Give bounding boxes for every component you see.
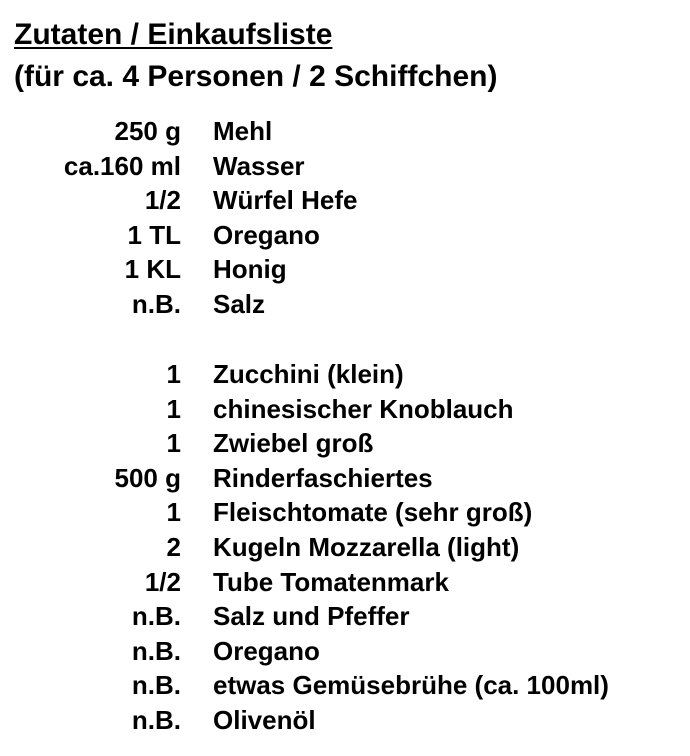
ingredient-row [0,183,690,218]
ingredient-name: Wasser [213,150,305,181]
ingredient-quantity: ca.160 ml [63,150,181,181]
ingredient-name: etwas Gemüsebrühe (ca. 100ml) [213,670,609,701]
ingredient-row [0,114,690,149]
ingredient-quantity: 500 g [114,462,181,493]
ingredient-row [0,392,690,427]
dough-ingredient-list [0,114,690,322]
ingredient-name: Zwiebel groß [213,428,374,459]
ingredient-row [0,599,690,634]
ingredient-name: Zucchini (klein) [213,359,404,389]
ingredient-name: Rinderfaschiertes [213,462,433,493]
ingredient-quantity: 1/2 [144,566,181,597]
ingredient-row [0,426,690,461]
filling-ingredient-list [0,357,690,738]
ingredient-row [0,668,690,703]
ingredient-quantity: n.B. [131,288,181,319]
ingredient-quantity: 1 TL [127,219,181,250]
ingredient-quantity: n.B. [131,635,181,666]
ingredient-name: Kugeln Mozzarella (light) [213,531,520,562]
ingredient-name: Olivenöl [213,704,316,735]
ingredient-name: chinesischer Knoblauch [213,393,514,424]
ingredient-row [0,530,690,565]
ingredient-name: Oregano [213,219,320,250]
ingredient-quantity: 2 [166,531,181,562]
ingredient-quantity: 1 [166,497,181,528]
ingredient-name: Oregano [213,635,320,666]
ingredient-quantity: n.B. [131,670,181,701]
ingredient-name: Würfel Hefe [213,185,358,216]
ingredient-row [0,218,690,253]
ingredient-quantity: n.B. [131,601,181,632]
ingredient-name: Fleischtomate (sehr groß) [213,497,533,528]
ingredient-row [0,461,690,496]
ingredient-quantity: 250 g [114,116,181,146]
page-title: Zutaten / Einkaufsliste [14,18,333,51]
ingredient-row [0,495,690,530]
ingredient-name: Honig [213,254,287,285]
ingredient-quantity: 1 [166,428,181,459]
page-subtitle: (für ca. 4 Personen / 2 Schiffchen) [14,60,498,93]
ingredient-quantity: 1 [166,359,181,389]
ingredient-row [0,634,690,669]
ingredient-quantity: 1 KL [124,254,181,285]
ingredient-name: Salz und Pfeffer [213,601,410,632]
ingredient-row [0,287,690,322]
ingredient-quantity: 1/2 [144,185,181,216]
ingredient-quantity: n.B. [131,704,181,735]
ingredient-row [0,252,690,287]
ingredient-row [0,565,690,600]
ingredient-quantity: 1 [166,393,181,424]
ingredient-name: Salz [213,288,266,319]
ingredient-row [0,703,690,738]
ingredient-row [0,149,690,184]
ingredient-name: Mehl [213,116,273,146]
ingredient-name: Tube Tomatenmark [213,566,449,597]
ingredient-row [0,357,690,392]
